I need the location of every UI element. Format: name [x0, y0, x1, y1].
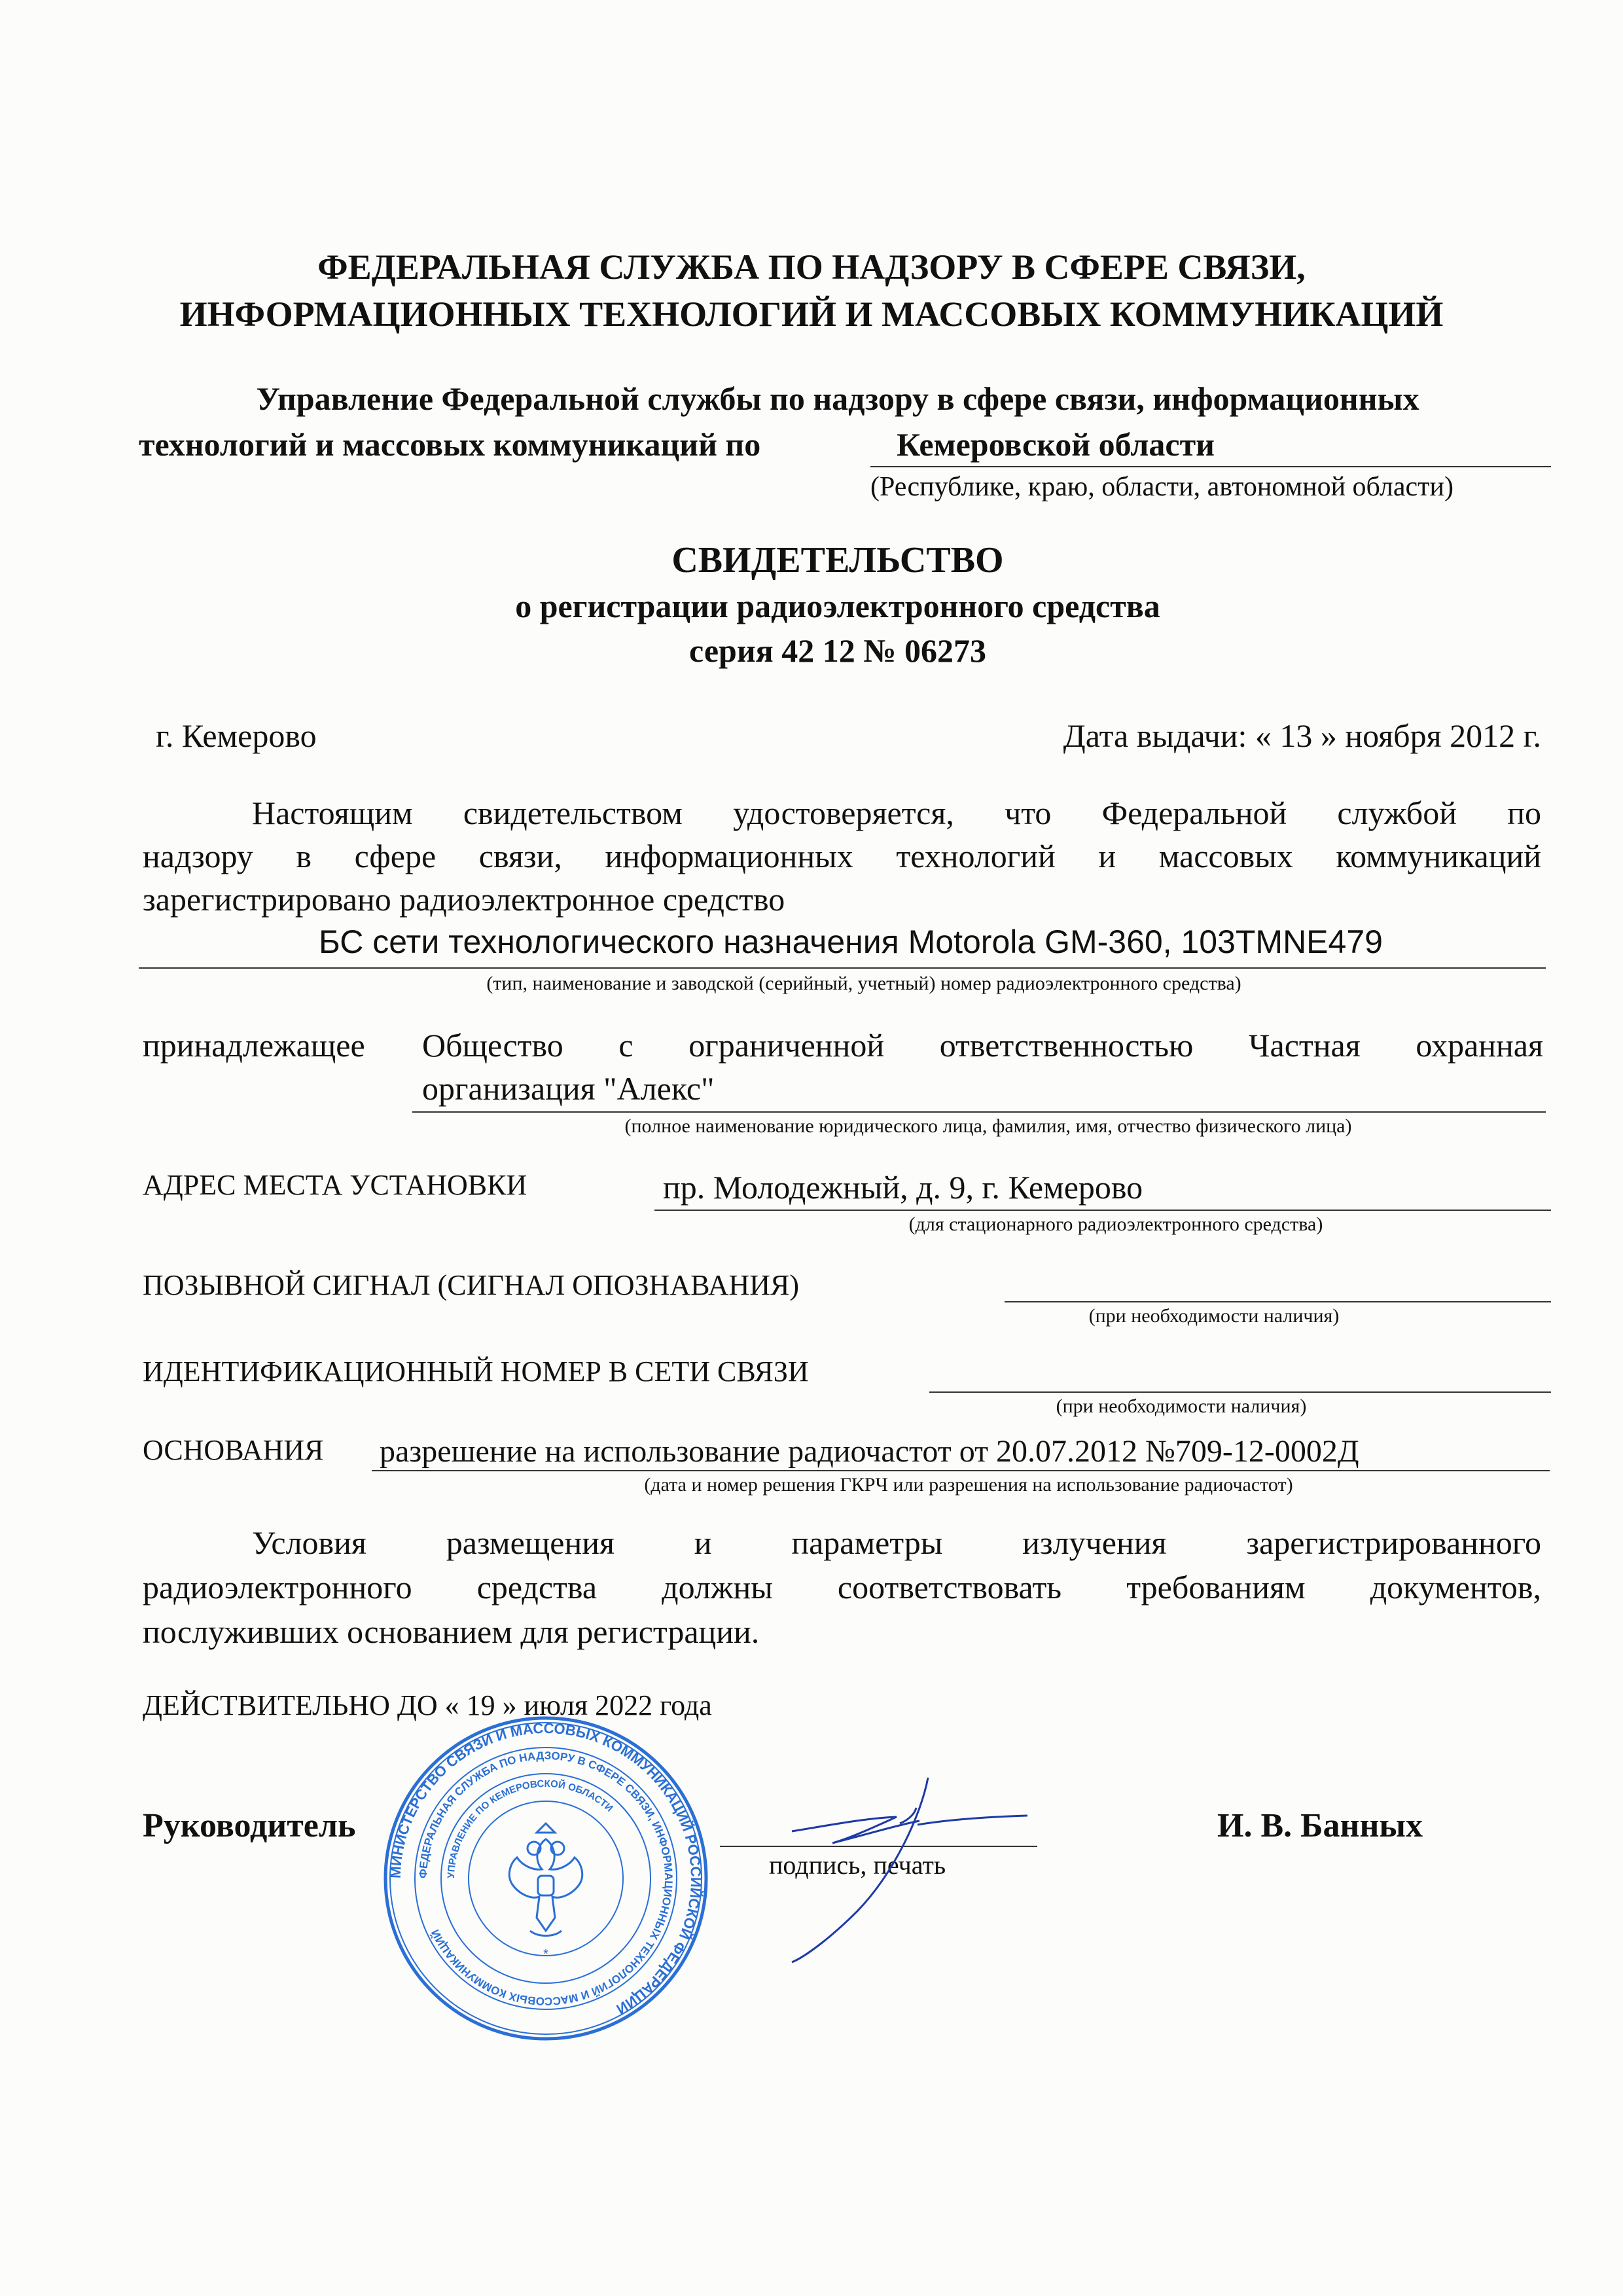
- department-line1: Управление Федеральной службы по надзору в сфере связи, информационных: [256, 380, 1419, 417]
- owner-caption: (полное наименование юридического лица, фамилия, имя, отчество физического лица): [624, 1115, 1352, 1137]
- paragraph1-line1: Настоящим свидетельством удостоверяется, что Федеральной службой по: [252, 795, 1541, 831]
- official-stamp: [382, 1715, 709, 2042]
- coat-of-arms-icon: [509, 1823, 582, 1962]
- issue-date: Дата выдачи: « 13 » ноября 2012 г.: [1063, 717, 1541, 754]
- id-number-label: ИДЕНТИФИКАЦИОННЫЙ НОМЕР В СЕТИ СВЯЗИ: [143, 1355, 809, 1388]
- agency-name-line1: ФЕДЕРАЛЬНАЯ СЛУЖБА ПО НАДЗОРУ В СФЕРЕ СВЯЗИ,: [317, 247, 1306, 287]
- signature-caption: подпись, печать: [769, 1850, 946, 1880]
- svg-text:*: *: [543, 1947, 548, 1962]
- region-value: Кемеровской области: [897, 426, 1215, 463]
- signatory-name: И. В. Банных: [1217, 1807, 1423, 1844]
- stamp-core-text: УПРАВЛЕНИЕ ПО КЕМЕРОВСКОЙ ОБЛАСТИ: [445, 1778, 615, 1879]
- owner-label: принадлежащее: [143, 1027, 365, 1064]
- address-label: АДРЕС МЕСТА УСТАНОВКИ: [143, 1169, 527, 1201]
- paragraph2-line1: Условия размещения и параметры излучения зарегистрированного: [252, 1524, 1541, 1561]
- device-value: БС сети технологического назначения Motorola GM-360, 103TMNE479: [319, 924, 1383, 960]
- certificate-series: серия 42 12 № 06273: [689, 632, 986, 669]
- region-caption: (Республике, краю, области, автономной области): [870, 472, 1454, 502]
- basis-value: разрешение на использование радиочастот от 20.07.2012 №709-12-0002Д: [380, 1434, 1359, 1469]
- owner-underline: [412, 1111, 1546, 1113]
- id-number-underline: [929, 1391, 1551, 1393]
- basis-underline: [372, 1470, 1550, 1471]
- paragraph1-line2: надзору в сфере связи, информационных технологий и массовых коммуникаций: [143, 838, 1541, 874]
- handwritten-signature: [753, 1761, 1067, 1970]
- issue-city: г. Кемерово: [156, 717, 317, 754]
- address-underline: [654, 1210, 1551, 1211]
- paragraph2-line2: радиоэлектронного средства должны соответствовать требованиям документов,: [143, 1569, 1541, 1605]
- callsign-caption: (при необходимости наличия): [1088, 1305, 1340, 1327]
- department-line2: технологий и массовых коммуникаций по: [139, 426, 761, 463]
- device-caption: (тип, наименование и заводской (серийный, учетный) номер радиоэлектронного средства): [486, 973, 1241, 994]
- certificate-subtitle: о регистрации радиоэлектронного средства: [515, 588, 1160, 624]
- svg-text:УПРАВЛЕНИЕ ПО КЕМЕРОВСКОЙ ОБЛА: [446, 1778, 615, 1878]
- certificate-title: СВИДЕТЕЛЬСТВО: [671, 540, 1004, 581]
- stamp-inner-text: ФЕДЕРАЛЬНАЯ СЛУЖБА ПО НАДЗОРУ В СФЕРЕ СВЯЗИ, ИНФОРМАЦИОННЫХ ТЕХНОЛОГИЙ И МАССОВЫХ КОММУНИКАЦИЙ: [416, 1749, 675, 2008]
- callsign-underline: [1005, 1301, 1551, 1302]
- callsign-label: ПОЗЫВНОЙ СИГНАЛ (СИГНАЛ ОПОЗНАВАНИЯ): [143, 1269, 800, 1301]
- agency-name-line2: ИНФОРМАЦИОННЫХ ТЕХНОЛОГИЙ И МАССОВЫХ КОММУНИКАЦИЙ: [179, 295, 1444, 334]
- address-caption: (для стационарного радиоэлектронного средства): [908, 1213, 1323, 1235]
- owner-value-line1: Общество с ограниченной ответственностью Частная охранная: [422, 1027, 1543, 1064]
- device-underline: [139, 967, 1546, 969]
- valid-until: ДЕЙСТВИТЕЛЬНО ДО « 19 » июля 2022 года: [143, 1689, 712, 1721]
- address-value: пр. Молодежный, д. 9, г. Кемерово: [663, 1169, 1143, 1206]
- id-number-caption: (при необходимости наличия): [1056, 1395, 1307, 1417]
- stamp-outer-text: МИНИСТЕРСТВО СВЯЗИ И МАССОВЫХ КОММУНИКАЦИЙ РОССИЙСКОЙ ФЕДЕРАЦИИ: [387, 1719, 705, 2018]
- paragraph2-line3: послуживших основанием для регистрации.: [143, 1613, 760, 1650]
- basis-caption: (дата и номер решения ГКРЧ или разрешения на использование радиочастот): [644, 1474, 1293, 1496]
- basis-label: ОСНОВАНИЯ: [143, 1434, 324, 1466]
- signatory-role: Руководитель: [143, 1807, 356, 1844]
- owner-value-line2: организация "Алекс": [422, 1070, 715, 1107]
- paragraph1-line3: зарегистрировано радиоэлектронное средство: [143, 881, 785, 918]
- region-underline: [870, 466, 1551, 467]
